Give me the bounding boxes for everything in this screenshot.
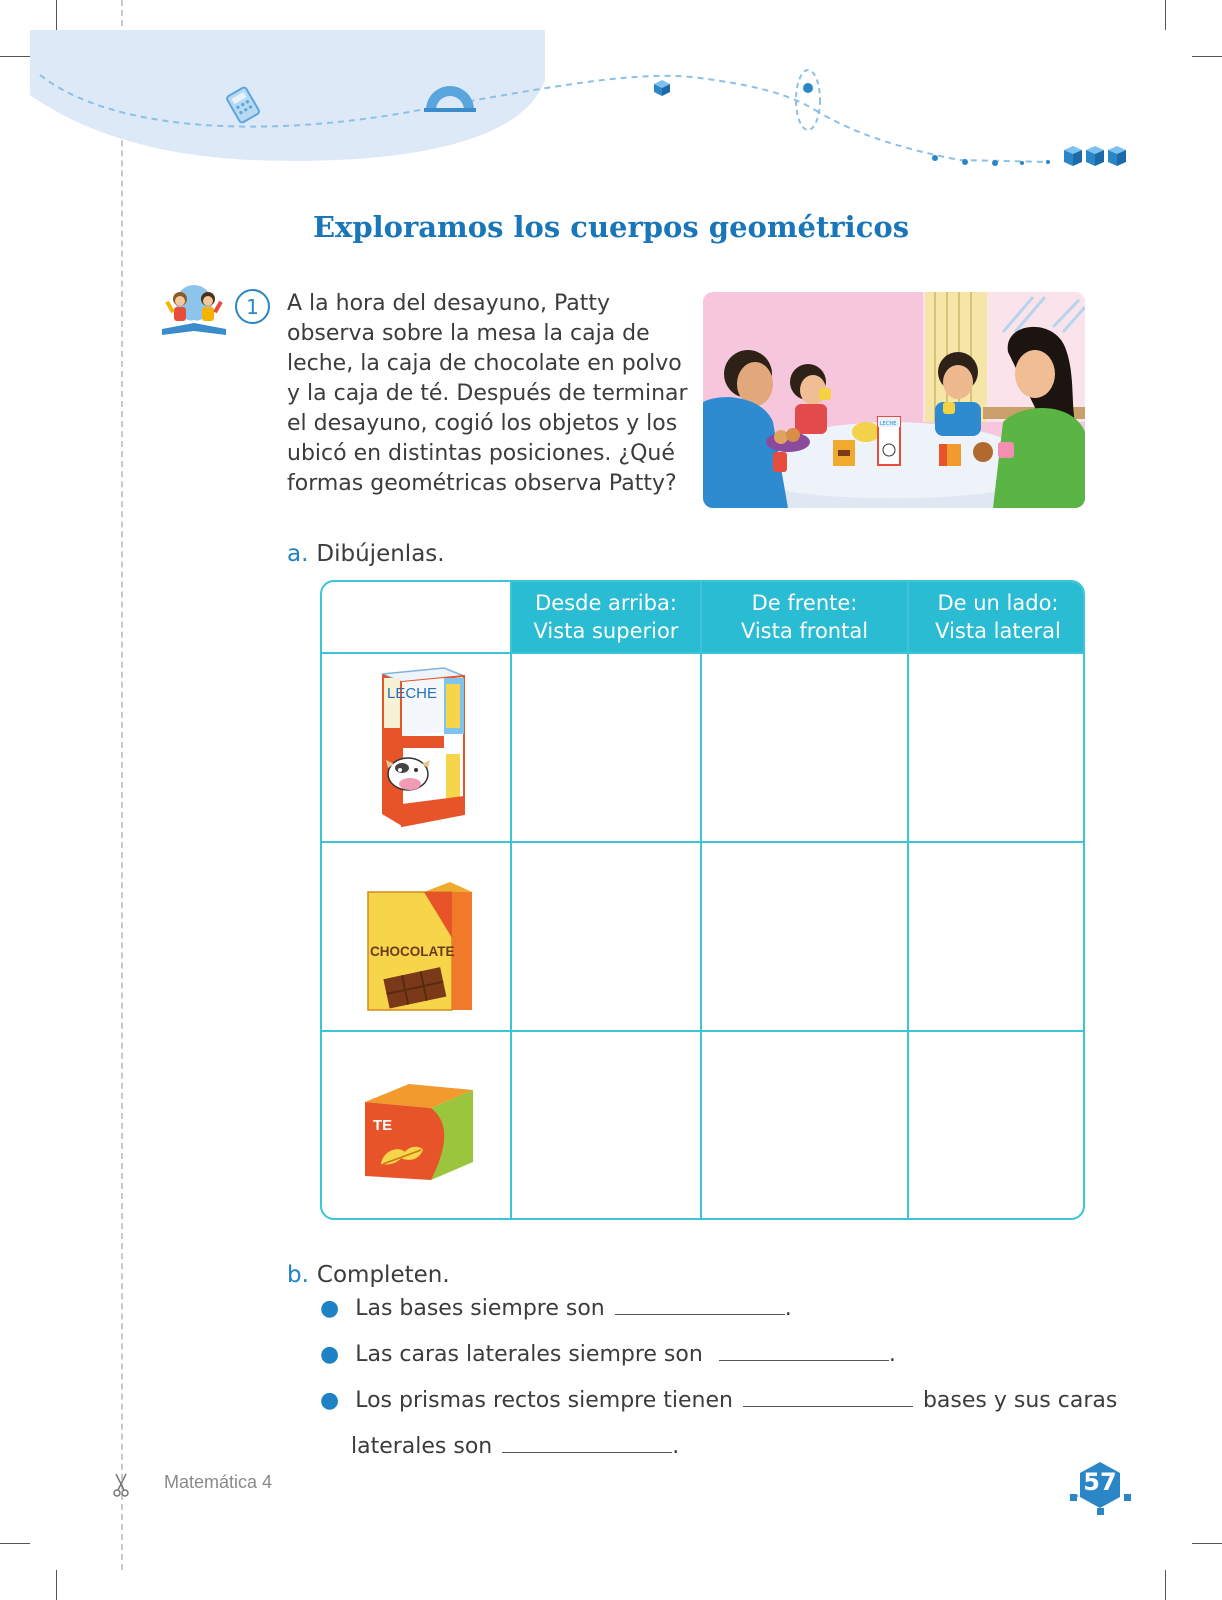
small-cubes-icon (1068, 1490, 1134, 1518)
drawing-cell-milk-side[interactable] (909, 654, 1085, 841)
part-a-text: Dibújenlas (316, 541, 438, 567)
header-top-view (512, 582, 700, 652)
protractor-icon (422, 78, 478, 114)
book-title: Matemática 4 (164, 1472, 273, 1492)
header-line1: Desde arriba: (535, 591, 677, 615)
crop-mark (1165, 1570, 1166, 1600)
drawing-cell-tea-front[interactable] (702, 1032, 907, 1220)
page-number: 57 (1083, 1468, 1117, 1496)
answer-blank[interactable] (743, 1384, 913, 1407)
drawing-cell-tea-top[interactable] (512, 1032, 700, 1220)
statement-text: Las caras laterales siempre son (355, 1342, 703, 1367)
answer-blank[interactable] (719, 1338, 889, 1361)
group-work-icon (156, 281, 232, 337)
header-line2: Vista superior (533, 619, 679, 643)
part-b-end: . (442, 1262, 450, 1288)
problem-number: 1 (235, 289, 270, 324)
drawing-cell-tea-side[interactable] (909, 1032, 1085, 1220)
header-side-view (909, 582, 1085, 652)
part-a-end: . (437, 541, 445, 567)
part-b-text: Completen (316, 1262, 443, 1288)
statement-end: . (672, 1434, 680, 1459)
part-b-heading (287, 1262, 450, 1288)
tea-box-image (361, 1080, 479, 1184)
statement-text: Los prismas rectos siempre tienen (355, 1388, 733, 1413)
bullet-icon: ● (320, 1296, 340, 1321)
page-title: Exploramos los cuerpos geométricos (312, 210, 910, 244)
header-line2: Vista lateral (935, 619, 1061, 643)
drawing-cell-milk-top[interactable] (512, 654, 700, 841)
statement-prisms-continued (351, 1430, 679, 1459)
drawing-cell-milk-front[interactable] (702, 654, 907, 841)
header-line2: Vista frontal (740, 619, 869, 643)
header-line1: De frente: (751, 591, 858, 615)
header-line1: De un lado: (937, 591, 1059, 615)
statement-prisms (320, 1384, 1117, 1413)
scissors-icon (112, 1472, 130, 1498)
calculator-icon (224, 86, 262, 124)
statement-end: . (784, 1296, 792, 1321)
drawing-cell-chocolate-top[interactable] (512, 843, 700, 1030)
part-a-heading (287, 541, 445, 567)
breakfast-scene-image (703, 292, 1085, 508)
statement-text: Las bases siempre son (355, 1296, 605, 1321)
chocolate-box-image (364, 878, 480, 1014)
statement-end: . (888, 1342, 896, 1367)
part-a-letter: a. (287, 541, 309, 567)
statement-text: laterales son (351, 1434, 493, 1459)
milk-box-image (378, 664, 470, 828)
tea-box-label: TE (373, 1117, 393, 1134)
cubes-icon (1063, 144, 1131, 170)
crop-mark (56, 1570, 57, 1600)
crop-mark (1192, 1543, 1222, 1544)
milk-box-label: LECHE (387, 685, 438, 702)
answer-blank[interactable] (615, 1292, 785, 1315)
bullet-icon: ● (320, 1342, 340, 1367)
drawing-cell-chocolate-side[interactable] (909, 843, 1085, 1030)
problem-text: A la hora del desayuno, Patty observa sobre la mesa la caja de leche, la caja de chocolate en polvo y la caja de té. Después de terminar el desayuno, cogió los objetos y los ubicó en distintas posiciones. ¿Qué formas geométricas observa Patty? (287, 291, 688, 496)
chocolate-box-label: CHOCOLATE (370, 944, 455, 959)
bullet-icon: ● (320, 1388, 340, 1413)
answer-blank[interactable] (502, 1430, 672, 1453)
drawing-cell-chocolate-front[interactable] (702, 843, 907, 1030)
part-b-letter: b. (287, 1262, 309, 1288)
statement-lateral-faces (320, 1338, 896, 1367)
cube-icon (652, 78, 672, 98)
header-front-view (702, 582, 907, 652)
svg-text:LECHE: LECHE (880, 421, 897, 427)
header-decoration (0, 0, 1222, 200)
statement-bases (320, 1292, 792, 1321)
crop-mark (0, 1543, 30, 1544)
statement-middle: bases y sus caras (922, 1388, 1118, 1413)
